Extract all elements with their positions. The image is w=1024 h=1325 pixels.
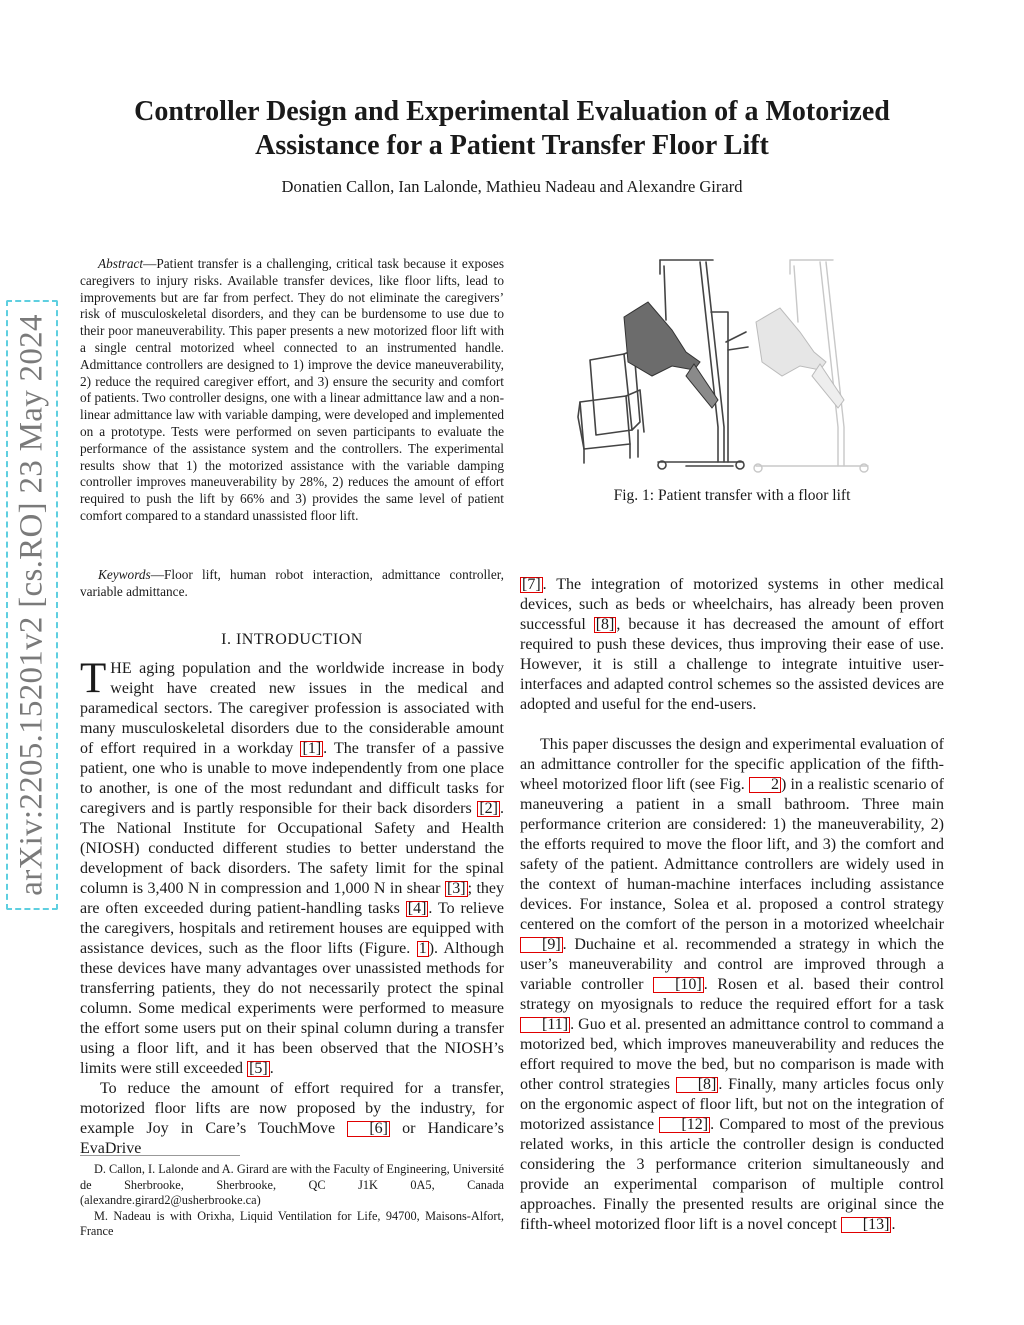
citation-link[interactable]: [9]: [520, 937, 563, 953]
arxiv-stamp[interactable]: [6, 300, 58, 910]
intro-text-segment: . The transfer of a passive patient, one who is unable to move independently from one place to another, is one of the most redundant and difficult tasks for caregivers and is partly responsible for their back disorders: [80, 740, 505, 817]
intro-paragraph-1: [80, 655, 505, 1079]
right-column-text: [520, 575, 944, 1235]
citation-link[interactable]: [7]: [522, 576, 541, 593]
intro-text-segment: HE aging population and the worldwide increase in body weight have created new issues in the medical and paramedical sectors. The caregiver profession is associated with many musculoskeletal disorders due to the considerable amount of effort required in a workday: [80, 660, 504, 757]
citation-link[interactable]: [13]: [841, 1217, 892, 1233]
intro-text-segment: To reduce the amount of effort required for a transfer, motorized floor lifts are now proposed by the industry, for example Joy in Care’s TouchMove: [80, 1080, 504, 1137]
figure-link[interactable]: 1: [418, 940, 427, 957]
introduction-text: [80, 655, 505, 1159]
footnotes: [80, 1162, 504, 1240]
intro-text-segment: .: [269, 1060, 274, 1077]
right-text-segment: , because it has decreased the amount of effort required to push these devices, thus improving their ease of use. However, it is still a challenge to integrate intuitive user-interfaces and adapted control schemes so the assisted devices are adopted and useful for the end-users.: [520, 616, 944, 713]
right-text-segment: . Duchaine et al. recommended a strategy in which the user’s maneuverability and control are improved through a variable controller: [520, 936, 944, 993]
figure-patient-transfer: [568, 252, 878, 477]
right-text-segment: . Finally, many articles focus only on the ergonomic aspect of floor lift, but not on the integration of motorized assistance: [520, 1076, 945, 1133]
citation-link[interactable]: [10]: [653, 977, 704, 993]
keywords: [80, 567, 504, 601]
figure-link[interactable]: 2: [749, 777, 781, 793]
footnote-affiliation-2: M. Nadeau is with Orixha, Liquid Ventilation for Life, 94700, Maisons-Alfort, France: [80, 1208, 504, 1238]
right-text-segment: . Rosen et al. based their control strategy on myosignals to reduce the required effort for a task: [520, 976, 945, 1013]
intro-text-segment: . To relieve the caregivers, hospitals and retirement houses are equipped with assistance devices, such as the floor lifts (Figure.: [80, 900, 505, 957]
right-paragraph-2: [520, 735, 944, 1235]
drop-cap: T: [80, 655, 107, 702]
right-text-segment: . The integration of motorized systems in other medical devices, such as beds or wheelchairs, has already been proven successful: [520, 576, 944, 633]
intro-text-segment: or Handicare’s EvaDrive: [80, 1120, 505, 1157]
citation-link[interactable]: [4]: [407, 900, 427, 917]
citation-link[interactable]: [3]: [446, 880, 466, 897]
footnote-separator: [80, 1155, 240, 1156]
citation-link[interactable]: [8]: [676, 1077, 719, 1093]
keywords-text: —Floor lift, human robot interaction, admittance controller, variable admittance.: [80, 567, 504, 599]
right-text-segment: . Guo et al. presented an admittance control to command a motorized bed, which improves maneuverability and reduces the effort required to move the bed, but no comparison is made with other control strategies: [520, 1016, 944, 1093]
figure-caption: Fig. 1: Patient transfer with a floor lift: [613, 487, 851, 504]
title-line-1: Controller Design and Experimental Evaluation of a Motorized: [134, 96, 890, 127]
section-heading-introduction: I. INTRODUCTION: [221, 631, 363, 648]
right-paragraph-1: [520, 575, 944, 715]
intro-text-segment: ). Although these devices have many advantages over unassisted methods for transferring patients, they do not necessarily protect the spinal column. Some medical experiments were performed to measure the effort some users put on their spinal column during a transfer using a floor lift, and it has been observed that the NIOSH’s limits were still exceeded: [80, 940, 505, 1077]
right-text-segment: ) in a realistic scenario of maneuvering a patient in a small bathroom. Three main performance criterion are considered: 1) the maneuverability, 2) the efforts required to move the floor lift, and 3) the comfort and safety of the patient. Admittance controllers are widely used in the context of human-machine interfaces including assistance devices. For instance, Solea et al. proposed a control strategy centered on the comfort of the person in a motorized wheelchair: [520, 776, 944, 933]
paper-title: [80, 95, 944, 163]
abstract-label: Abstract: [98, 256, 144, 271]
citation-link[interactable]: [8]: [595, 616, 615, 633]
intro-text-segment: . The National Institute for Occupational Safety and Health (NIOSH) conducted different studies to better understand the development of back disorders. The safety limit for the spinal column is 3,400 N in compression and 1,000 N in shear: [80, 800, 504, 897]
right-text-segment: This paper discusses the design and experimental evaluation of an admittance controller for the specific application of the fifth-wheel motorized floor lift (see Fig.: [520, 736, 944, 793]
right-text-segment: .: [891, 1216, 896, 1233]
citation-link[interactable]: [1]: [302, 740, 322, 757]
abstract-text: —Patient transfer is a challenging, critical task because it exposes caregivers to injury risks. Available transfer devices, like floor lifts, lead to improvements but are far from perfect. They do not eliminate the caregivers’ risk of musculoskeletal disorders, and they can be burdensome to use due to their poor maneuverability. This paper presents a new motorized floor lift with a single central motorized wheel connected to an instrumented handle. Admittance controllers are designed to 1) improve the device maneuverability, 2) reduce the required caregiver effort, and 3) ensure the security and comfort of patients. Two controller designs, one with a linear admittance law and a non-linear admittance law with variable damping, were developed and implemented on a prototype. Tests were performed on seven participants to evaluate the performance of the assistance system and the controllers. The experimental results show that 1) the motorized assistance with the variable damping controller improves maneuverability by 28%, 2) reduces the amount of effort required to push the lift by 66% and 3) provides the same level of patient comfort compared to a standard unassisted floor lift.: [80, 256, 504, 523]
citation-link[interactable]: [2]: [479, 800, 498, 817]
citation-link[interactable]: [12]: [659, 1117, 710, 1133]
citation-link[interactable]: [6]: [347, 1121, 390, 1137]
citation-link[interactable]: [5]: [249, 1060, 268, 1077]
citation-link[interactable]: [11]: [520, 1017, 570, 1033]
keywords-label: Keywords: [98, 567, 151, 582]
abstract: [80, 256, 504, 525]
footnote-affiliation-1: D. Callon, I. Lalonde and A. Girard are with the Faculty of Engineering, Université de Sherbrooke, Sherbrooke, QC J1K 0A5, Canada (alexandre.girard2@usherbrooke.ca): [80, 1162, 504, 1207]
right-text-segment: . Compared to most of the previous related works, in this article the controller design is conducted considering the 3 performance criterion simultaneously and provide an experimental comparison of multiple control approaches. Finally the presented results are original since the fifth-wheel motorized floor lift is a novel concept: [520, 1116, 944, 1233]
author-list: Donatien Callon, Ian Lalonde, Mathieu Nadeau and Alexandre Girard: [281, 177, 743, 196]
title-line-2: Assistance for a Patient Transfer Floor Lift: [255, 130, 769, 161]
arxiv-id: arXiv:2205.15201v2 [cs.RO] 23 May 2024: [13, 314, 50, 896]
intro-text-segment: ; they are often exceeded during patient-handling tasks: [80, 880, 504, 917]
intro-paragraph-2: [80, 1079, 504, 1159]
